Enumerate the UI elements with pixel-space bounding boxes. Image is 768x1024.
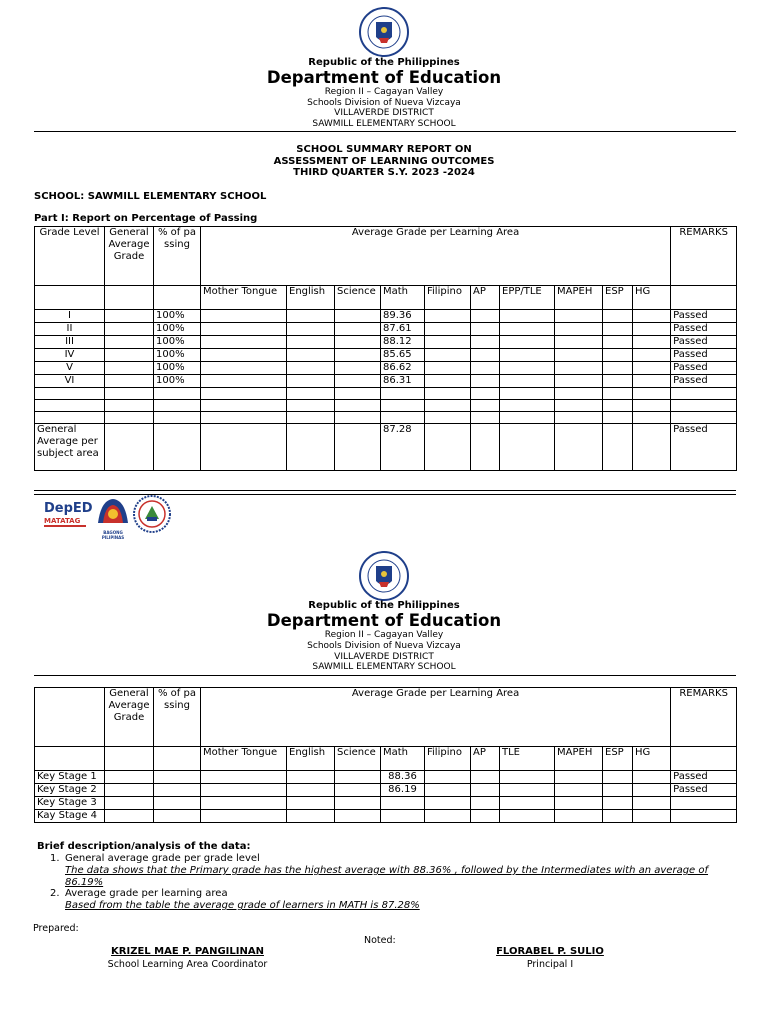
table-row: [35, 784, 737, 797]
school-header-text: SAWMILL ELEMENTARY SCHOOL: [312, 662, 456, 672]
subject-ap: AP: [471, 286, 500, 310]
subject-mother-tongue: Mother Tongue: [201, 286, 287, 310]
subject-math: Math: [381, 747, 425, 771]
empty-row: [35, 388, 737, 400]
noted-label: Noted:: [364, 935, 396, 946]
header-general-average: General Average Grade: [105, 688, 154, 747]
division-text: Schools Division of Nueva Vizcaya: [307, 641, 461, 651]
region-text: Region II – Cagayan Valley: [324, 87, 444, 97]
analysis-item2-number: 2.: [50, 888, 60, 899]
deped-matatag-logo: [44, 498, 94, 532]
table-row: [35, 310, 737, 323]
math-grade: 86.62: [381, 362, 425, 375]
department-title: Department of Education: [266, 68, 502, 87]
percent-passing: 100%: [154, 323, 201, 336]
key-stage-label: Key Stage 2: [35, 784, 105, 797]
summary-row: [35, 424, 737, 471]
grade-label: V: [35, 362, 105, 375]
remarks: Passed: [671, 336, 737, 349]
math-grade: 88.12: [381, 336, 425, 349]
key-stage-label: Key Stage 1: [35, 771, 105, 784]
key-stage-label: Key Stage 3: [35, 797, 105, 810]
table-row: [35, 336, 737, 349]
math-grade: 88.36: [381, 771, 425, 784]
header-divider: [34, 131, 736, 132]
report-title-line2: ASSESSMENT OF LEARNING OUTCOMES: [273, 156, 495, 167]
subject-math: Math: [381, 286, 425, 310]
grade-label: IV: [35, 349, 105, 362]
empty-row: [35, 400, 737, 412]
matatag-logo-text: MATATAG: [44, 517, 81, 525]
bagong-pilipinas-logo: [95, 496, 131, 540]
remarks: [671, 810, 737, 823]
subject-mother-tongue: Mother Tongue: [201, 747, 287, 771]
summary-remarks: Passed: [671, 424, 737, 471]
prepared-label: Prepared:: [33, 923, 79, 934]
subject-english: English: [287, 286, 335, 310]
analysis-item2-text: Based from the table the average grade of learners in MATH is 87.28%: [65, 900, 420, 911]
district-text: VILLAVERDE DISTRICT: [334, 108, 434, 118]
division-text: Schools Division of Nueva Vizcaya: [307, 98, 461, 108]
subject-hg: HG: [633, 286, 671, 310]
table-row: [35, 797, 737, 810]
grade-label: VI: [35, 375, 105, 388]
header-average-per-area: Average Grade per Learning Area: [201, 227, 671, 286]
analysis-item1-text-cont: 86.19%: [65, 877, 104, 888]
subject-filipino: Filipino: [425, 286, 471, 310]
table-row: [35, 771, 737, 784]
summary-math-grade: 87.28: [381, 424, 425, 471]
analysis-item1-text: The data shows that the Primary grade has the highest average with 88.36% , followed by the Intermediates with an average of: [65, 865, 709, 876]
subject-mapeh: MAPEH: [555, 286, 603, 310]
table-header-row: [35, 227, 737, 286]
subject-esp: ESP: [603, 747, 633, 771]
bagong-pilipinas-text: BAGONG PILIPINAS: [101, 530, 125, 540]
remarks: Passed: [671, 310, 737, 323]
deped-logo-text: DepED: [44, 501, 93, 516]
math-grade: 89.36: [381, 310, 425, 323]
subject-filipino: Filipino: [425, 747, 471, 771]
remarks: Passed: [671, 323, 737, 336]
header-average-per-area: Average Grade per Learning Area: [201, 688, 671, 747]
part1-heading: Part I: Report on Percentage of Passing: [34, 213, 258, 224]
math-grade: [381, 797, 425, 810]
principal-role: Principal I: [526, 959, 574, 970]
republic-text: Republic of the Philippines: [308, 600, 460, 611]
key-stage-label: Kay Stage 4: [35, 810, 105, 823]
math-grade: 86.31: [381, 375, 425, 388]
remarks: Passed: [671, 349, 737, 362]
subject-tle: TLE: [500, 747, 555, 771]
subject-header-row: [35, 286, 737, 310]
analysis-item2-title: Average grade per learning area: [65, 888, 228, 899]
preparer-role: School Learning Area Coordinator: [107, 959, 268, 970]
math-grade: 85.65: [381, 349, 425, 362]
remarks: Passed: [671, 375, 737, 388]
subject-mapeh: MAPEH: [555, 747, 603, 771]
report-title-line1: SCHOOL SUMMARY REPORT ON: [296, 144, 472, 155]
table-row: [35, 362, 737, 375]
district-text: VILLAVERDE DISTRICT: [334, 652, 434, 662]
remarks: Passed: [671, 771, 737, 784]
subject-science: Science: [335, 747, 381, 771]
header-grade-level: Grade Level: [35, 227, 105, 286]
subject-esp: ESP: [603, 286, 633, 310]
remarks: [671, 797, 737, 810]
math-grade: 86.19: [381, 784, 425, 797]
analysis-heading: Brief description/analysis of the data:: [37, 841, 251, 852]
subject-header-row: [35, 747, 737, 771]
passing-report-table: [34, 226, 737, 471]
footer-divider-top: [34, 490, 736, 491]
preparer-name: KRIZEL MAE P. PANGILINAN: [111, 946, 264, 957]
deped-seal-logo: [359, 551, 409, 601]
subject-hg: HG: [633, 747, 671, 771]
percent-passing: 100%: [154, 349, 201, 362]
header-percent-passing: % of passing: [154, 688, 201, 747]
remarks: Passed: [671, 362, 737, 375]
header-remarks: REMARKS: [671, 688, 737, 747]
table-row: [35, 375, 737, 388]
analysis-item1-title: General average grade per grade level: [65, 853, 260, 864]
department-title: Department of Education: [266, 611, 502, 630]
republic-text: Republic of the Philippines: [308, 57, 460, 68]
subject-ap: AP: [471, 747, 500, 771]
math-grade: [381, 810, 425, 823]
report-title-line3: THIRD QUARTER S.Y. 2023 -2024: [293, 167, 475, 178]
analysis-item1-number: 1.: [50, 853, 60, 864]
bagong-pilipinas-icon: [95, 496, 131, 526]
school-header-text: SAWMILL ELEMENTARY SCHOOL: [312, 119, 456, 129]
grade-label: III: [35, 336, 105, 349]
header-remarks: REMARKS: [671, 227, 737, 286]
header-percent-passing: % of passing: [154, 227, 201, 286]
percent-passing: 100%: [154, 310, 201, 323]
table-row: [35, 323, 737, 336]
table-row: [35, 810, 737, 823]
subject-epp-tle: EPP/TLE: [500, 286, 555, 310]
percent-passing: 100%: [154, 362, 201, 375]
school-seal-logo: [133, 495, 171, 533]
table-header-row: [35, 688, 737, 747]
grade-label: II: [35, 323, 105, 336]
empty-row: [35, 412, 737, 424]
subject-english: English: [287, 747, 335, 771]
summary-label: General Average per subject area: [35, 424, 105, 471]
region-text: Region II – Cagayan Valley: [324, 630, 444, 640]
table-row: [35, 349, 737, 362]
header-general-average: General Average Grade: [105, 227, 154, 286]
school-line: SCHOOL: SAWMILL ELEMENTARY SCHOOL: [34, 191, 267, 202]
principal-name: FLORABEL P. SULIO: [496, 946, 604, 957]
header-divider: [34, 675, 736, 676]
percent-passing: 100%: [154, 336, 201, 349]
percent-passing: 100%: [154, 375, 201, 388]
subject-science: Science: [335, 286, 381, 310]
grade-label: I: [35, 310, 105, 323]
key-stage-table: [34, 687, 737, 823]
math-grade: 87.61: [381, 323, 425, 336]
remarks: Passed: [671, 784, 737, 797]
deped-seal-logo: [359, 7, 409, 57]
